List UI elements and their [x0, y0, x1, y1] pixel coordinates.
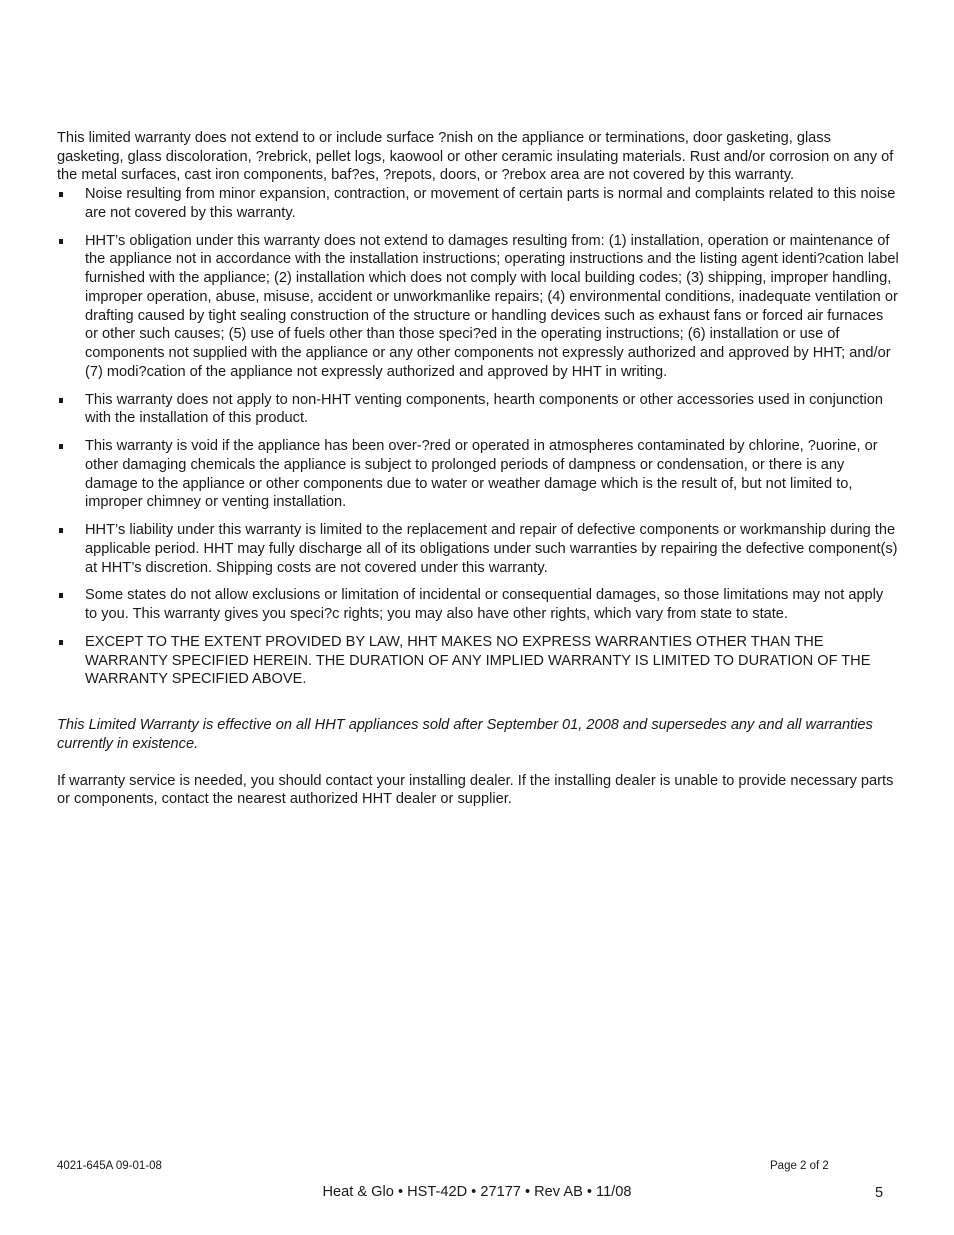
square-bullet-icon: [59, 398, 63, 403]
square-bullet-icon: [59, 444, 63, 449]
square-bullet-icon: [59, 239, 63, 244]
service-paragraph: If warranty service is needed, you should contact your installing dealer. If the installing dealer is unable to provide necessary parts or components, contact the nearest authorized HHT dealer or supplier.: [57, 772, 894, 808]
bullet-text: Some states do not allow exclusions or limitation of incidental or consequential damages, so those limitations may not apply to you. This warranty gives you speci?c rights; you may also have other rights, which vary from state to state.: [85, 587, 884, 623]
document-code: 4021-645A 09-01-08: [57, 1160, 162, 1172]
bullet-item-obligation: [57, 232, 899, 382]
bullet-item-void: [57, 437, 899, 512]
square-bullet-icon: [59, 640, 63, 645]
page-of-indicator: Page 2 of 2: [770, 1160, 829, 1172]
bullet-text: This warranty is void if the appliance has been over-?red or operated in atmospheres contaminated by chlorine, ?uorine, or other damaging chemicals the appliance is subject to prolonged periods of dampness or condensation, or there is any damage to the appliance or other components due to water or weather damage which is the result of, but not limited to, improper chimney or venting installation.: [85, 438, 878, 511]
square-bullet-icon: [59, 593, 63, 598]
bullet-text: EXCEPT TO THE EXTENT PROVIDED BY LAW, HHT MAKES NO EXPRESS WARRANTIES OTHER THAN THE WARRANTY SPECIFIED HEREIN. THE DURATION OF ANY IMPLIED WARRANTY IS LIMITED TO DURATION OF THE WARRANTY SPECIFIED ABOVE.: [85, 634, 871, 688]
bullet-text: HHT’s obligation under this warranty does not extend to damages resulting from: (1) installation, operation or maintenance of the appliance not in accordance with the installation instructions; operating instructions and the listing agent identi?cation label furnished with the appliance; (2) installation which does not comply with local building codes; (3) shipping, improper handling, improper operation, abuse, misuse, accident or unworkmanlike repairs; (4) environmental conditions, inadequate ventilation or drafting caused by tight sealing construction of the structure or handling devices such as exhaust fans or forced air furnaces or other such causes; (5) use of fuels other than those speci?ed in the operating instructions; (6) installation or use of components not supplied with the appliance or any other components not expressly authorized and approved by HHT; and/or (7) modi?cation of the appliance not expressly authorized and approved by HHT in writing.: [85, 232, 899, 380]
square-bullet-icon: [59, 528, 63, 533]
intro-paragraph: This limited warranty does not extend to or include surface ?nish on the appliance or terminations, door gasketing, glass gasketing, glass discoloration, ?rebrick, pellet logs, kaowool or other ceramic insulating materials. Rust and/or corrosion on any of the metal surfaces, cast iron components, baf?es, ?repots, doors, or ?rebox area are not covered by this warranty.: [57, 130, 894, 184]
page-number: 5: [875, 1185, 884, 1201]
footer-product-line: Heat & Glo • HST-42D • 27177 • Rev AB • 11/08: [322, 1184, 632, 1200]
bullet-item-noise: [57, 185, 899, 222]
bullet-text: Noise resulting from minor expansion, contraction, or movement of certain parts is normal and complaints related to this noise are not covered by this warranty.: [85, 186, 896, 221]
bullet-item-express-warranty: [57, 633, 899, 689]
warranty-bullet-list: [57, 185, 899, 689]
bullet-item-state-rights: [57, 586, 899, 623]
bullet-text: This warranty does not apply to non-HHT venting components, hearth components or other accessories used in conjunction with the installation of this product.: [85, 391, 883, 427]
bullet-item-liability: [57, 521, 899, 577]
effective-statement: This Limited Warranty is effective on all HHT appliances sold after September 01, 2008 and supersedes any and all warranties currently in existence.: [57, 717, 873, 752]
square-bullet-icon: [59, 192, 63, 197]
bullet-text: HHT’s liability under this warranty is limited to the replacement and repair of defective components or workmanship during the applicable period. HHT may fully discharge all of its obligations under such warranties by repairing the defective component(s) at HHT’s discretion. Shipping costs are not covered under this warranty.: [85, 522, 898, 576]
bullet-item-venting: [57, 391, 899, 428]
warranty-content: [57, 129, 899, 809]
